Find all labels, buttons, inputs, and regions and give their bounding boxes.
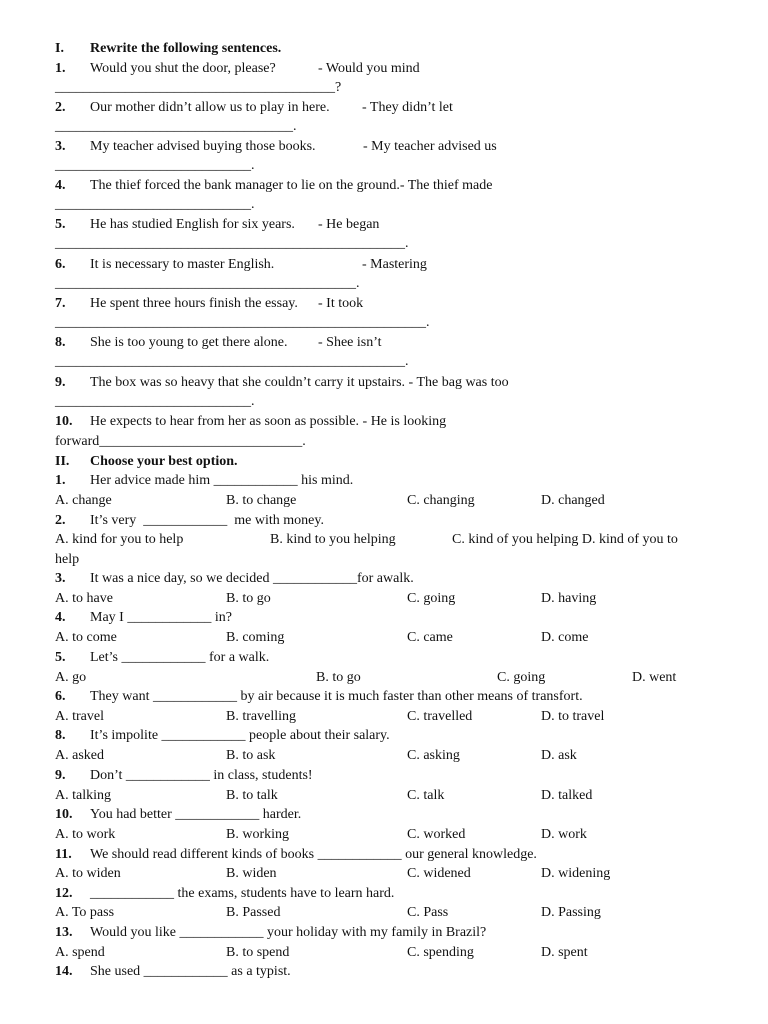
section-2-title: Choose your best option. bbox=[90, 454, 238, 469]
q2-sentence: Our mother didn’t allow us to play in here. bbox=[90, 100, 330, 115]
q3-answer-line[interactable]: ____________________________. bbox=[55, 158, 255, 173]
mc6-option-a[interactable]: A. travel bbox=[55, 709, 104, 724]
mc4-option-c[interactable]: C. came bbox=[407, 630, 453, 645]
mc6-option-b[interactable]: B. travelling bbox=[226, 709, 296, 724]
mc5-question: Let’s ____________ for a walk. bbox=[90, 650, 270, 665]
mc5-number: 5. bbox=[55, 650, 66, 665]
mc13-option-c[interactable]: C. spending bbox=[407, 945, 474, 960]
q1-prompt: - Would you mind bbox=[318, 61, 420, 76]
q5-sentence: He has studied English for six years. bbox=[90, 217, 295, 232]
mc11-option-c[interactable]: C. widened bbox=[407, 866, 471, 881]
mc9-option-a[interactable]: A. talking bbox=[55, 788, 111, 803]
q8-prompt: - Shee isn’t bbox=[318, 335, 382, 350]
q7-answer-line[interactable]: _____________________________________________________. bbox=[55, 315, 430, 330]
mc11-option-d[interactable]: D. widening bbox=[541, 866, 611, 881]
mc13-option-b[interactable]: B. to spend bbox=[226, 945, 290, 960]
mc4-number: 4. bbox=[55, 610, 66, 625]
mc1-number: 1. bbox=[55, 473, 66, 488]
mc6-number: 6. bbox=[55, 689, 66, 704]
mc14-question: She used ____________ as a typist. bbox=[90, 964, 291, 979]
q1-sentence: Would you shut the door, please? bbox=[90, 61, 276, 76]
mc11-option-a[interactable]: A. to widen bbox=[55, 866, 121, 881]
q3-prompt: - My teacher advised us bbox=[363, 139, 497, 154]
q6-number: 6. bbox=[55, 257, 66, 272]
mc12-option-a[interactable]: A. To pass bbox=[55, 905, 115, 920]
q2-answer-line[interactable]: __________________________________. bbox=[55, 119, 297, 134]
mc9-option-b[interactable]: B. to talk bbox=[226, 788, 278, 803]
q1-number: 1. bbox=[55, 61, 66, 76]
mc8-option-c[interactable]: C. asking bbox=[407, 748, 460, 763]
mc3-option-d[interactable]: D. having bbox=[541, 591, 597, 606]
mc2-option-b[interactable]: B. kind to you helping bbox=[270, 532, 396, 547]
q5-number: 5. bbox=[55, 217, 66, 232]
mc13-number: 13. bbox=[55, 925, 73, 940]
q3-number: 3. bbox=[55, 139, 66, 154]
mc9-question: Don’t ____________ in class, students! bbox=[90, 768, 313, 783]
q6-answer-line[interactable]: ___________________________________________. bbox=[55, 276, 360, 291]
mc9-option-d[interactable]: D. talked bbox=[541, 788, 593, 803]
q10-number: 10. bbox=[55, 414, 73, 429]
mc5-option-a[interactable]: A. go bbox=[55, 670, 87, 685]
mc3-option-b[interactable]: B. to go bbox=[226, 591, 271, 606]
mc5-option-c[interactable]: C. going bbox=[497, 670, 546, 685]
mc2-option-continuation: help bbox=[55, 552, 80, 567]
mc8-number: 8. bbox=[55, 728, 66, 743]
q7-number: 7. bbox=[55, 296, 66, 311]
q3-sentence: My teacher advised buying those books. bbox=[90, 139, 316, 154]
mc4-option-d[interactable]: D. come bbox=[541, 630, 589, 645]
mc10-option-d[interactable]: D. work bbox=[541, 827, 587, 842]
q9-number: 9. bbox=[55, 375, 66, 390]
mc3-option-a[interactable]: A. to have bbox=[55, 591, 113, 606]
mc2-question: It’s very ____________ me with money. bbox=[90, 513, 324, 528]
q6-sentence: It is necessary to master English. bbox=[90, 257, 275, 272]
mc9-option-c[interactable]: C. talk bbox=[407, 788, 445, 803]
mc8-question: It’s impolite ____________ people about their salary. bbox=[90, 728, 390, 743]
mc2-option-c-d[interactable]: C. kind of you helping D. kind of you to bbox=[452, 532, 678, 547]
mc13-option-a[interactable]: A. spend bbox=[55, 945, 105, 960]
q7-sentence: He spent three hours finish the essay. bbox=[90, 296, 298, 311]
mc1-option-c[interactable]: C. changing bbox=[407, 493, 475, 508]
mc2-number: 2. bbox=[55, 513, 66, 528]
mc4-option-b[interactable]: B. coming bbox=[226, 630, 285, 645]
mc13-option-d[interactable]: D. spent bbox=[541, 945, 588, 960]
q2-prompt: - They didn’t let bbox=[362, 100, 453, 115]
mc10-option-b[interactable]: B. working bbox=[226, 827, 289, 842]
mc14-number: 14. bbox=[55, 964, 73, 979]
mc9-number: 9. bbox=[55, 768, 66, 783]
q8-sentence: She is too young to get there alone. bbox=[90, 335, 288, 350]
mc1-option-d[interactable]: D. changed bbox=[541, 493, 605, 508]
mc6-option-c[interactable]: C. travelled bbox=[407, 709, 473, 724]
mc8-option-d[interactable]: D. ask bbox=[541, 748, 577, 763]
mc4-option-a[interactable]: A. to come bbox=[55, 630, 117, 645]
section-2-numeral: II. bbox=[55, 454, 70, 469]
mc1-question: Her advice made him ____________ his mind. bbox=[90, 473, 354, 488]
mc12-option-d[interactable]: D. Passing bbox=[541, 905, 601, 920]
q10-answer-line[interactable]: forward_____________________________. bbox=[55, 434, 306, 449]
q5-answer-line[interactable]: __________________________________________________. bbox=[55, 236, 409, 251]
mc11-question: We should read different kinds of books ____________ our general knowledge. bbox=[90, 847, 537, 862]
mc12-option-c[interactable]: C. Pass bbox=[407, 905, 449, 920]
mc5-option-b[interactable]: B. to go bbox=[316, 670, 361, 685]
q4-sentence: The thief forced the bank manager to lie on the ground.- The thief made bbox=[90, 178, 493, 193]
mc3-number: 3. bbox=[55, 571, 66, 586]
mc8-option-b[interactable]: B. to ask bbox=[226, 748, 276, 763]
q7-prompt: - It took bbox=[318, 296, 364, 311]
mc12-number: 12. bbox=[55, 886, 73, 901]
q2-number: 2. bbox=[55, 100, 66, 115]
mc3-question: It was a nice day, so we decided ____________for awalk. bbox=[90, 571, 414, 586]
q1-answer-line[interactable]: ________________________________________? bbox=[55, 80, 342, 95]
mc11-option-b[interactable]: B. widen bbox=[226, 866, 277, 881]
mc13-question: Would you like ____________ your holiday with my family in Brazil? bbox=[90, 925, 487, 940]
section-1-numeral: I. bbox=[55, 41, 64, 56]
q8-answer-line[interactable]: __________________________________________________. bbox=[55, 354, 409, 369]
mc11-number: 11. bbox=[55, 847, 72, 862]
mc1-option-a[interactable]: A. change bbox=[55, 493, 112, 508]
q9-answer-line[interactable]: ____________________________. bbox=[55, 394, 255, 409]
mc6-question: They want ____________ by air because it is much faster than other means of transfort. bbox=[90, 689, 583, 704]
q8-number: 8. bbox=[55, 335, 66, 350]
section-1-title: Rewrite the following sentences. bbox=[90, 41, 282, 56]
mc6-option-d[interactable]: D. to travel bbox=[541, 709, 605, 724]
mc10-option-a[interactable]: A. to work bbox=[55, 827, 116, 842]
q9-sentence: The box was so heavy that she couldn’t carry it upstairs. - The bag was too bbox=[90, 375, 509, 390]
q5-prompt: - He began bbox=[318, 217, 380, 232]
q4-answer-line[interactable]: ____________________________. bbox=[55, 197, 255, 212]
mc3-option-c[interactable]: C. going bbox=[407, 591, 456, 606]
mc8-option-a[interactable]: A. asked bbox=[55, 748, 104, 763]
q6-prompt: - Mastering bbox=[362, 257, 427, 272]
q4-number: 4. bbox=[55, 178, 66, 193]
mc10-number: 10. bbox=[55, 807, 73, 822]
mc5-option-d[interactable]: D. went bbox=[632, 670, 677, 685]
mc12-option-b[interactable]: B. Passed bbox=[226, 905, 281, 920]
mc4-question: May I ____________ in? bbox=[90, 610, 232, 625]
mc2-option-a[interactable]: A. kind for you to help bbox=[55, 532, 184, 547]
q10-sentence: He expects to hear from her as soon as possible. - He is looking bbox=[90, 414, 447, 429]
mc10-question: You had better ____________ harder. bbox=[90, 807, 302, 822]
mc10-option-c[interactable]: C. worked bbox=[407, 827, 466, 842]
mc1-option-b[interactable]: B. to change bbox=[226, 493, 297, 508]
mc12-question: ____________ the exams, students have to learn hard. bbox=[90, 886, 395, 901]
